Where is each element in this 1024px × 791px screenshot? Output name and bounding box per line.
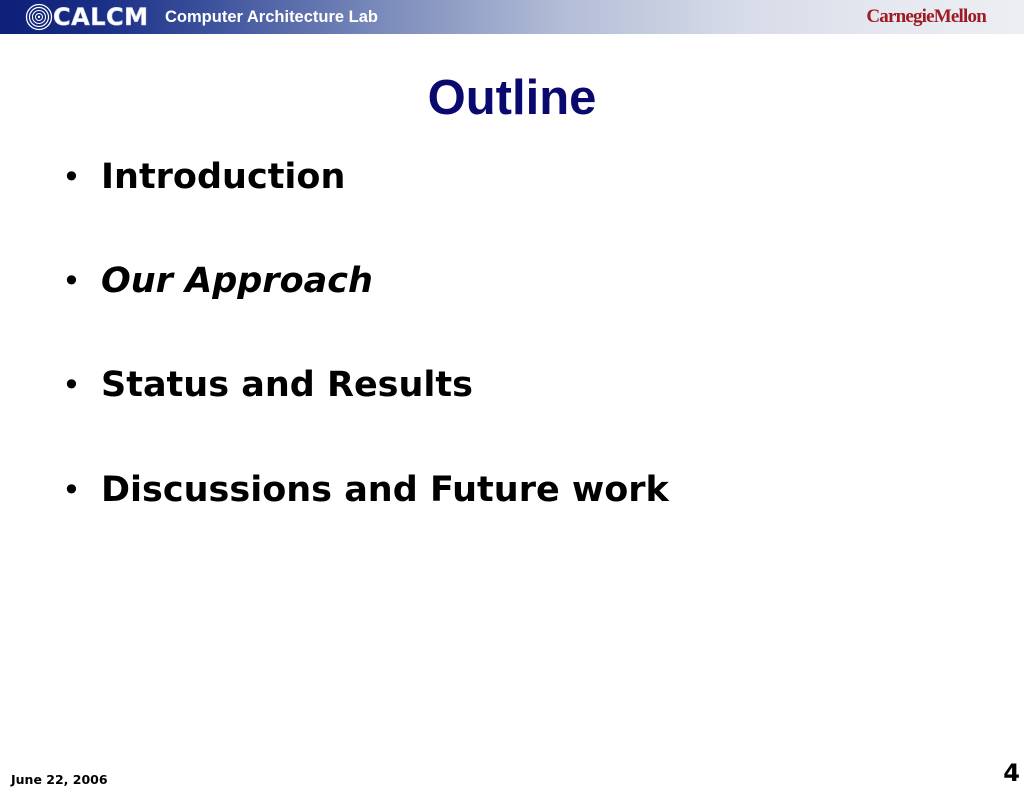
bullet-text: Introduction xyxy=(101,157,346,197)
bullet-glyph: • xyxy=(62,158,81,196)
header-banner xyxy=(0,0,1024,34)
footer-date: June 22, 2006 xyxy=(11,772,108,787)
bullet-glyph: • xyxy=(62,366,81,404)
bullet-glyph: • xyxy=(62,471,81,509)
bullet-text: Discussions and Future work xyxy=(101,470,669,510)
lab-name: Computer Architecture Lab xyxy=(165,8,379,26)
bullet-text: Our Approach xyxy=(101,261,373,301)
slide-title: Outline xyxy=(427,71,597,125)
calcm-logo-text: CALCM xyxy=(53,3,149,31)
bullet-glyph: • xyxy=(62,262,81,300)
page-number: 4 xyxy=(1003,759,1020,787)
concentric-circles-icon xyxy=(25,3,53,31)
bullet-text: Status and Results xyxy=(101,365,473,405)
carnegie-mellon-logo: CarnegieMellon xyxy=(866,6,986,27)
